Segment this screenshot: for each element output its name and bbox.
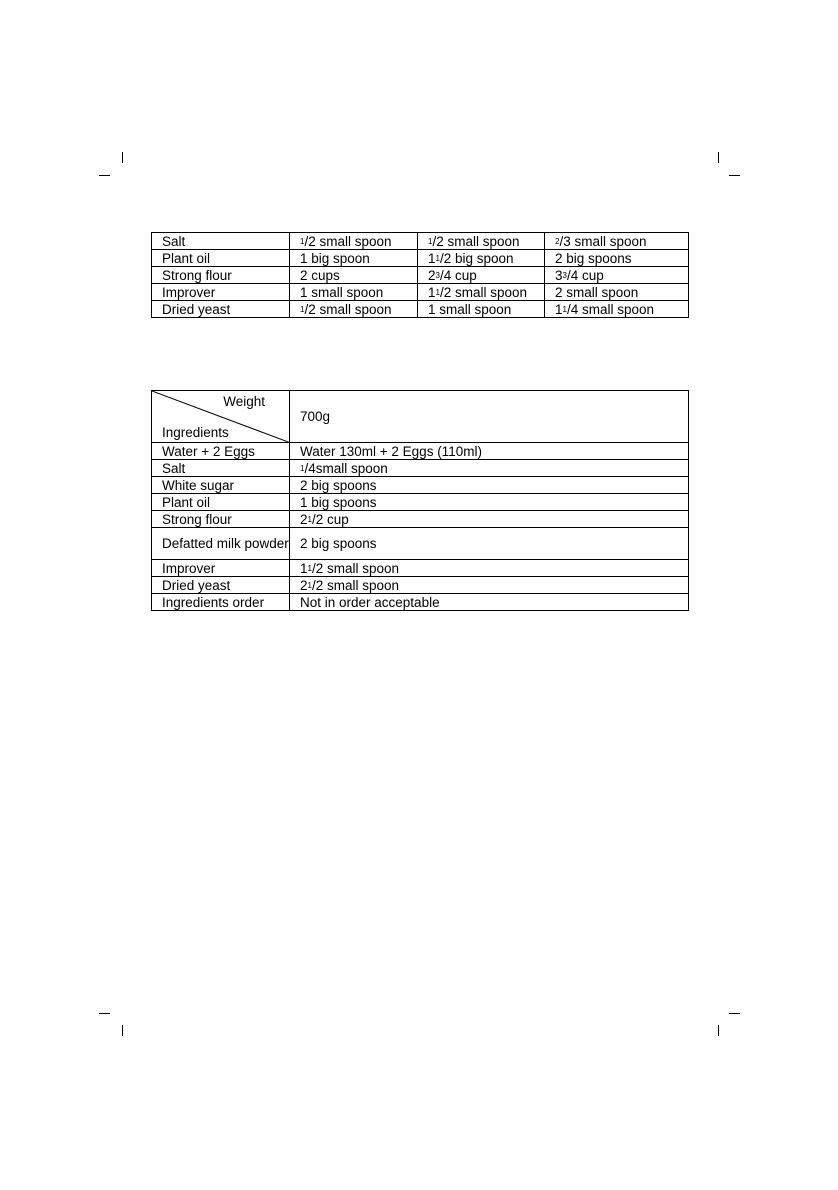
quantity-text: /2 small spoon	[311, 577, 400, 593]
fraction-numerator: 1	[435, 287, 440, 297]
crop-mark	[729, 1013, 740, 1014]
weight-header-label: Weight	[223, 394, 265, 409]
crop-mark	[122, 1025, 123, 1036]
quantity-text: /2 big spoon	[439, 250, 514, 266]
fraction-numerator: 2	[555, 236, 560, 246]
crop-mark	[718, 152, 719, 163]
ingredient-name-improver: Improver	[152, 284, 290, 301]
quantity-cell	[545, 250, 689, 267]
table-row	[152, 301, 689, 318]
fraction-numerator: 3	[435, 270, 440, 280]
fraction-numerator: 1	[300, 304, 305, 314]
quantity-cell	[290, 477, 689, 494]
fraction-numerator: 1	[300, 463, 305, 473]
table-row	[152, 284, 689, 301]
table-row	[152, 560, 689, 577]
ingredient-name-strong-flour: Strong flour	[152, 267, 290, 284]
weight-recipe-table	[151, 390, 689, 611]
quantity-cell	[290, 267, 418, 284]
quantity-cell	[290, 301, 418, 318]
ingredient-name-strong-flour: Strong flour	[152, 511, 290, 528]
table-row	[152, 443, 689, 460]
fraction-numerator: 1	[307, 514, 312, 524]
quantity-whole: 1 small spoon	[300, 284, 384, 300]
quantity-whole: 2	[300, 577, 308, 593]
quantity-cell	[545, 233, 689, 250]
quantity-cell	[290, 443, 689, 460]
crop-mark	[122, 152, 123, 163]
ingredient-name-plant-oil: Plant oil	[152, 250, 290, 267]
quantity-whole: Water 130ml + 2 Eggs (110ml)	[300, 443, 482, 459]
quantity-text: /4 small spoon	[566, 301, 655, 317]
diagonal-header-cell	[152, 391, 290, 443]
quantity-whole: 3	[555, 267, 563, 283]
table-row	[152, 477, 689, 494]
table-header-row	[152, 391, 689, 443]
quantity-whole: 2 big spoons	[555, 250, 632, 266]
fraction-numerator: 3	[562, 270, 567, 280]
quantity-cell	[290, 494, 689, 511]
ingredient-name-dried-yeast: Dried yeast	[152, 301, 290, 318]
quantity-whole: 2 cups	[300, 267, 340, 283]
crop-mark	[99, 1013, 110, 1014]
quantity-cell	[290, 250, 418, 267]
quantity-text: /2 small spoon	[432, 233, 520, 249]
quantity-whole: 2	[300, 511, 308, 527]
ingredient-quantity-table	[151, 232, 689, 318]
quantity-whole: Not in order acceptable	[300, 594, 440, 610]
quantity-whole: 1 big spoon	[300, 250, 370, 266]
crop-mark	[99, 175, 110, 176]
quantity-whole: 2 big spoons	[300, 477, 377, 493]
quantity-cell	[290, 460, 689, 477]
quantity-text: /4 cup	[566, 267, 604, 283]
quantity-cell	[545, 301, 689, 318]
quantity-cell	[418, 267, 545, 284]
ingredient-name-improver: Improver	[152, 560, 290, 577]
quantity-whole: 2	[428, 267, 436, 283]
table-row	[152, 577, 689, 594]
weight-recipe-table-body	[152, 391, 689, 611]
quantity-cell	[545, 267, 689, 284]
fraction-numerator: 1	[562, 304, 567, 314]
quantity-cell	[290, 284, 418, 301]
quantity-whole: 1 big spoons	[300, 494, 377, 510]
quantity-text: /2 cup	[311, 511, 349, 527]
table-row	[152, 494, 689, 511]
ingredients-header-label: Ingredients	[162, 425, 229, 440]
ingredient-name-salt: Salt	[152, 233, 290, 250]
table-row	[152, 528, 689, 560]
crop-mark	[718, 1025, 719, 1036]
weight-value-header: 700g	[290, 391, 689, 443]
quantity-whole: 1	[555, 301, 563, 317]
fraction-numerator: 1	[307, 580, 312, 590]
fraction-numerator: 1	[307, 563, 312, 573]
quantity-cell	[545, 284, 689, 301]
table-row	[152, 233, 689, 250]
ingredient-name-ingredients-order: Ingredients order	[152, 594, 290, 611]
fraction-numerator: 1	[428, 236, 433, 246]
fraction-numerator: 1	[300, 236, 305, 246]
quantity-whole: 1	[428, 284, 436, 300]
table-row	[152, 511, 689, 528]
quantity-text: /2 small spoon	[439, 284, 528, 300]
fraction-numerator: 1	[435, 253, 440, 263]
quantity-whole: 1	[300, 560, 308, 576]
quantity-cell	[418, 250, 545, 267]
quantity-cell	[290, 233, 418, 250]
ingredient-name-water-2-eggs: Water + 2 Eggs	[152, 443, 290, 460]
ingredient-name-dried-yeast: Dried yeast	[152, 577, 290, 594]
quantity-text: /4 cup	[439, 267, 477, 283]
crop-mark	[729, 175, 740, 176]
quantity-cell	[418, 301, 545, 318]
table-row	[152, 267, 689, 284]
table-row	[152, 594, 689, 611]
quantity-cell	[290, 511, 689, 528]
quantity-cell	[418, 233, 545, 250]
quantity-whole: 1	[428, 250, 436, 266]
quantity-text: /4small spoon	[304, 460, 388, 476]
table-row	[152, 250, 689, 267]
quantity-whole: 1 small spoon	[428, 301, 512, 317]
ingredient-name-white-sugar: White sugar	[152, 477, 290, 494]
quantity-text: /2 small spoon	[304, 233, 392, 249]
ingredient-name-salt: Salt	[152, 460, 290, 477]
quantity-text: /3 small spoon	[559, 233, 647, 249]
ingredient-name-plant-oil: Plant oil	[152, 494, 290, 511]
quantity-whole: 2 small spoon	[555, 284, 639, 300]
quantity-cell	[290, 528, 689, 560]
quantity-cell	[290, 594, 689, 611]
quantity-whole: 2 big spoons	[300, 536, 377, 551]
quantity-cell	[290, 560, 689, 577]
ingredient-name-defatted-milk-powder: Defatted milk powder	[152, 528, 290, 560]
quantity-cell	[290, 577, 689, 594]
table-row	[152, 460, 689, 477]
quantity-text: /2 small spoon	[311, 560, 400, 576]
quantity-text: /2 small spoon	[304, 301, 392, 317]
quantity-cell	[418, 284, 545, 301]
ingredient-quantity-table-body	[152, 233, 689, 318]
